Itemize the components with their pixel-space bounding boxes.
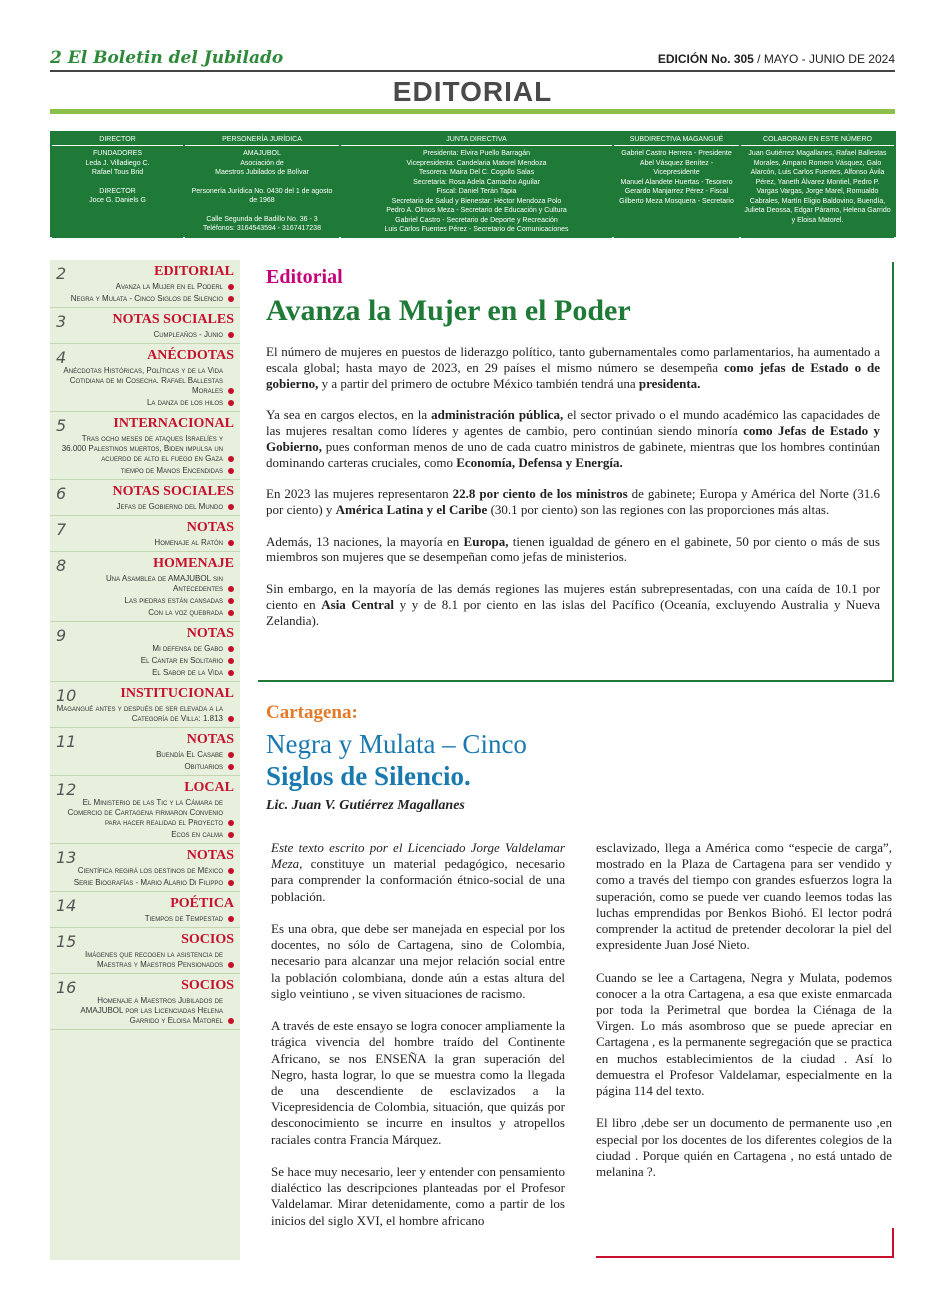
bullet-icon bbox=[228, 764, 234, 770]
toc-entry-title: Una Asamblea de AMAJUBOL sin Antecedentes bbox=[106, 574, 223, 593]
masthead-column bbox=[741, 133, 894, 238]
toc-entry-title: Tras ocho meses de ataques Israelíes y 36.000 Palestinos muertos, Biden impulsa un acuerdo de alto el fuego en Gaza bbox=[61, 434, 223, 463]
edition-date: / MAYO - JUNIO DE 2024 bbox=[753, 52, 895, 66]
toc-page-number: 7 bbox=[56, 520, 67, 539]
editorial-paragraph bbox=[266, 344, 880, 391]
toc-entry-title: Cumpleaños - Junio bbox=[153, 330, 223, 339]
text-run: tienen igualdad de género en el gabinete, 50 por ciento o más de sus miembros son mujeres que se desempeñan como jefas de ministerios. bbox=[266, 533, 880, 565]
toc-section bbox=[50, 308, 240, 344]
masthead-column-header: JUNTA DIRECTIVA bbox=[341, 133, 612, 146]
text-run: (30.1 por ciento) son las regiones con las proporciones más altas. bbox=[487, 501, 830, 517]
toc-entry-title: La danza de los hilos bbox=[146, 398, 223, 407]
toc-category: HOMENAJE bbox=[153, 556, 234, 571]
toc-page-number: 10 bbox=[56, 686, 77, 705]
text-run-bold: América Latina y el Caribe bbox=[335, 501, 488, 517]
masthead-column bbox=[185, 133, 339, 238]
toc-section bbox=[50, 260, 240, 308]
bullet-icon bbox=[228, 388, 234, 394]
masthead-line: Calle Segunda de Badillo No. 36 - 3 bbox=[206, 215, 318, 223]
text-run: de gabinete; Europa y América del Norte (31.6 por ciento) y bbox=[266, 486, 880, 517]
table-of-contents bbox=[50, 260, 240, 1260]
toc-entry bbox=[56, 668, 234, 678]
toc-category: INSTITUCIONAL bbox=[120, 686, 234, 701]
bullet-icon bbox=[228, 456, 234, 462]
article-column-1 bbox=[271, 840, 565, 1245]
spacer bbox=[55, 178, 180, 187]
text-run-bold: administración pública, bbox=[431, 407, 564, 423]
masthead-column-body bbox=[614, 146, 739, 238]
text-run: El número de mujeres en puestos de liderazgo político, tanto gubernamentales como parlamentarios, ha aumentado a escala global; hasta mayo de 2023, en 29 países el mismo número se desempeña bbox=[266, 344, 880, 375]
toc-category: NOTAS bbox=[186, 732, 234, 747]
editorial-paragraph bbox=[266, 534, 880, 566]
publication-title: El Boletin del Jubilado bbox=[67, 48, 284, 68]
editorial-paragraph bbox=[266, 407, 880, 470]
text-run: y y de 8.1 por ciento en las islas del Pacífico (Oceanía, excluyendo Australia y Nueva Zelandia). bbox=[266, 596, 880, 628]
toc-section bbox=[50, 622, 240, 682]
toc-entry bbox=[56, 538, 234, 548]
toc-entry-title: Con la voz quebrada bbox=[148, 608, 223, 617]
article-paragraph: Cuando se lee a Cartagena, Negra y Mulata, podemos conocer a la otra Cartagena, a esa que existe enmarcada por toda la Perimetral que bordea la Ciénaga de la Virgen. Lo más asombroso que se puede apreciar en Cartagena , es la permanente segregación que se practica en muchos establecimientos de la ciudad . Así lo demuestra el Profesor Valdelamar, especialmente en la página 114 del texto. bbox=[596, 969, 892, 1099]
toc-entry-title: Homenaje al Ratón bbox=[154, 538, 223, 547]
toc-entry-title: Mi defensa de Gabo bbox=[152, 644, 223, 653]
masthead-line: Juan Gutiérrez Magallanes, Rafael Ballestas Morales, Amparo Romero Vásquez, Galo Alarcón, Luis Carlos Fuentes, Alfonso Ávila Pérez, Yaneth Álvarez Montiel, Pedro P. Vargas Vargas, Jorge Marel, Romualdo Cabrales, Martín Eligio Baldovino, Buendía, Julieta Deossa, Edgar Páramo, Helena Garrido y Eloisa Matorel. bbox=[744, 150, 891, 224]
toc-page-number: 14 bbox=[56, 896, 77, 915]
masthead-line: Vicepresidenta: Candelaria Matorel Mendoza bbox=[406, 159, 547, 167]
spacer bbox=[188, 178, 336, 187]
toc-category: INTERNACIONAL bbox=[113, 416, 234, 431]
toc-entry-title: tiempo de Manos Encendidas bbox=[120, 466, 223, 475]
editorial-title: Avanza la Mujer en el Poder bbox=[266, 294, 631, 327]
toc-entry-title: Las piedras están cansadas bbox=[124, 596, 223, 605]
toc-entry bbox=[56, 950, 234, 970]
masthead-line: Pedro A. Olmos Meza - Secretario de Educación y Cultura bbox=[386, 207, 567, 214]
toc-section bbox=[50, 974, 240, 1030]
toc-entry-title: Buendía El Casabe bbox=[156, 750, 223, 759]
toc-category: NOTAS SOCIALES bbox=[112, 484, 234, 499]
toc-entry bbox=[56, 914, 234, 924]
bullet-icon bbox=[228, 962, 234, 968]
toc-page-number: 6 bbox=[56, 484, 67, 503]
editorial-body bbox=[266, 344, 880, 644]
masthead-column-header: COLABORAN EN ESTE NÚMERO bbox=[741, 133, 894, 146]
text-run-bold: como Jefas de Estado y Gobierno, bbox=[266, 422, 880, 454]
article-kicker: Cartagena: bbox=[266, 702, 358, 723]
toc-entry bbox=[56, 644, 234, 654]
masthead-line: Abel Vásquez Benítez - Vicepresidente bbox=[639, 159, 714, 176]
text-run-bold: Economía, Defensa y Energía. bbox=[456, 454, 623, 470]
bullet-icon bbox=[228, 332, 234, 338]
toc-entry bbox=[56, 574, 234, 594]
text-run-italic: Este texto escrito por el Licenciado Jorge Valdelamar Meza, bbox=[271, 840, 565, 872]
masthead-line: Luis Carlos Fuentes Pérez - Secretario de Comunicaciones bbox=[384, 226, 569, 233]
masthead-column bbox=[341, 133, 612, 238]
bullet-icon bbox=[228, 504, 234, 510]
toc-entry bbox=[56, 502, 234, 512]
bullet-icon bbox=[228, 832, 234, 838]
toc-page-number: 5 bbox=[56, 416, 67, 435]
article-paragraph: esclavizado, llega a América como “especie de carga”, mostrado en la Plaza de Cartagena para ser vendido y como a través del tiempo con grandes esfuerzos logra la superación, como se puede ver cuando leemos todas las luchas emprendidas por Benkos Biohó. El lector podrá comprender la actitud de pretender decolorar la piel del expresidente Juan José Nieto. bbox=[596, 840, 892, 953]
toc-page-number: 8 bbox=[56, 556, 67, 575]
toc-entry bbox=[56, 704, 234, 724]
bullet-icon bbox=[228, 646, 234, 652]
masthead-line: Teléfonos: 3164543594 - 3167417238 bbox=[203, 225, 321, 232]
toc-section bbox=[50, 412, 240, 480]
toc-section bbox=[50, 892, 240, 928]
toc-entry-title: Imágenes que recogen la asistencia de Maestras y Maestros Pensionados bbox=[84, 950, 223, 969]
masthead-column bbox=[614, 133, 739, 238]
article-author: Lic. Juan V. Gutiérrez Magallanes bbox=[266, 798, 465, 813]
toc-entry bbox=[56, 878, 234, 888]
toc-entry bbox=[56, 434, 234, 464]
toc-category: POÉTICA bbox=[170, 896, 234, 911]
text-run-bold: Asia Central bbox=[321, 596, 395, 612]
toc-section bbox=[50, 776, 240, 844]
masthead-line: Maestros Jubilados de Bolívar bbox=[215, 169, 309, 176]
toc-page-number: 2 bbox=[56, 264, 67, 283]
text-run-bold: como jefas de Estado o de gobierno, bbox=[266, 359, 880, 391]
edition-number: EDICIÓN No. 305 bbox=[657, 52, 754, 66]
page-number: 2 bbox=[50, 48, 62, 68]
toc-entry-title: Jefas de Gobierno del Mundo bbox=[116, 502, 223, 511]
toc-entry-title: Serie Biografías - Mario Alario Di Filippo bbox=[73, 878, 223, 887]
edition-info bbox=[658, 52, 895, 66]
masthead-line: Secretaria: Rosa Adela Camacho Aguilar bbox=[413, 178, 540, 186]
text-run: pues conforman menos de uno de cada cuatro ministros de gabinete, mientras que los hombres continúan dominando carteras cruciales, como bbox=[266, 438, 880, 470]
toc-entry bbox=[56, 762, 234, 772]
text-run: y a partir del primero de octubre México también tendrá una bbox=[318, 375, 639, 391]
spacer bbox=[188, 206, 336, 215]
article-paragraph bbox=[271, 840, 565, 905]
masthead-line: AMAJUBOL bbox=[243, 150, 281, 157]
toc-page-number: 16 bbox=[56, 978, 77, 997]
toc-entry bbox=[56, 608, 234, 618]
toc-section bbox=[50, 480, 240, 516]
toc-section bbox=[50, 516, 240, 552]
masthead-column-body bbox=[741, 146, 894, 238]
bullet-icon bbox=[228, 468, 234, 474]
bullet-icon bbox=[228, 586, 234, 592]
masthead-line: Gerardo Manjarrez Pérez - Fiscal bbox=[624, 188, 729, 195]
header-rule bbox=[50, 70, 895, 72]
toc-category: SOCIOS bbox=[181, 932, 234, 947]
masthead-line: Gabriel Castro - Secretario de Deporte y Recreación bbox=[395, 216, 558, 224]
bullet-icon bbox=[228, 716, 234, 722]
toc-entry-title: Magangué antes y después de ser elevada a la Categoría de Villa: 1.813 bbox=[56, 704, 223, 723]
bullet-icon bbox=[228, 400, 234, 406]
toc-category: SOCIOS bbox=[181, 978, 234, 993]
article-paragraph: A través de este ensayo se logra conocer ampliamente la trágica vivencia del hombre traído del Continente Africano, se nos ENSEÑA la gran superación del Negro, hasta lograr, lo que se muestra como la llegada de una descendiente de esclavizados a la Vicepresidencia de Colombia, situación, que quizás por desconocimiento se incurre en insultos y atropellos raciales contra Francia Márquez. bbox=[271, 1018, 565, 1147]
toc-page-number: 11 bbox=[56, 732, 77, 751]
bullet-icon bbox=[228, 820, 234, 826]
text-run: el sector privado o el mundo académico las capacidades de las mujeres resaltan como líderes y agentes de cambio, pero continúan siendo minoría bbox=[266, 407, 880, 438]
toc-entry-title: Obituarios bbox=[184, 762, 223, 771]
bullet-icon bbox=[228, 670, 234, 676]
masthead-line: Asociación de bbox=[240, 159, 284, 167]
masthead-line: Fiscal: Daniel Terán Tapia bbox=[436, 188, 517, 195]
masthead-table bbox=[50, 131, 896, 237]
editorial-paragraph bbox=[266, 581, 880, 628]
masthead-line: Manuel Alandete Huertas - Tesorero bbox=[620, 178, 733, 186]
toc-entry-title: El Sabor de la Vida bbox=[152, 668, 223, 677]
bullet-icon bbox=[228, 868, 234, 874]
toc-entry-title: Ecos en calma bbox=[171, 830, 223, 839]
toc-entry bbox=[56, 798, 234, 828]
bullet-icon bbox=[228, 610, 234, 616]
toc-category: ANÉCDOTAS bbox=[147, 348, 234, 363]
bullet-icon bbox=[228, 598, 234, 604]
editorial-paragraph bbox=[266, 486, 880, 518]
masthead-column-body bbox=[52, 146, 183, 238]
masthead-column-header: PERSONERÍA JURÍDICA bbox=[185, 133, 339, 146]
toc-category: LOCAL bbox=[184, 780, 234, 795]
toc-category: EDITORIAL bbox=[154, 264, 234, 279]
masthead-line: Tesorera: Maira Del C. Cogollo Salas bbox=[418, 169, 535, 176]
toc-category: NOTAS bbox=[186, 626, 234, 641]
masthead-line: FUNDADORES bbox=[92, 150, 142, 157]
text-run: Sin embargo, en la mayoría de las demás regiones las mujeres están subrepresentadas, con una caída de 10.1 por ciento en bbox=[266, 580, 880, 612]
toc-entry-title: El Ministerio de las Tic y la Cámara de Comercio de Cartagena firmaron Convenio para hacer realidad el Proyecto bbox=[67, 798, 223, 827]
bullet-icon bbox=[228, 284, 234, 290]
article-end-rule bbox=[596, 1256, 894, 1258]
bullet-icon bbox=[228, 880, 234, 886]
masthead-line: Rafael Tous Brid bbox=[91, 169, 144, 176]
toc-section bbox=[50, 844, 240, 892]
toc-entry bbox=[56, 282, 234, 292]
masthead-column bbox=[52, 133, 183, 238]
masthead-line: Joce G. Daniels G bbox=[89, 197, 146, 204]
toc-section bbox=[50, 344, 240, 412]
bullet-icon bbox=[228, 752, 234, 758]
publication-name bbox=[50, 48, 283, 68]
section-title: EDITORIAL bbox=[392, 76, 553, 107]
toc-entry-title: Avanza la Mujer en el Poderl bbox=[115, 282, 223, 291]
text-run-bold: presidenta. bbox=[638, 375, 701, 391]
toc-entry-title: Científica regirá los destinos de México bbox=[77, 866, 223, 875]
toc-entry-title: Tiempos de Tempestad bbox=[144, 914, 223, 923]
article-paragraph: Se hace muy necesario, leer y entender con pensamiento dialéctico las descripciones planteadas por el Profesor Valdelamar. Mirar detenidamente, como a partir de los inicios del siglo XVI, el hombre africano bbox=[271, 1164, 565, 1228]
toc-entry-title: Negra y Mulata - Cinco Siglos de Silencio bbox=[70, 294, 223, 303]
text-run: En 2023 las mujeres representaron bbox=[266, 486, 453, 502]
text-run: Además, 13 naciones, la mayoría en bbox=[266, 533, 464, 549]
toc-section bbox=[50, 728, 240, 776]
bullet-icon bbox=[228, 1018, 234, 1024]
toc-page-number: 4 bbox=[56, 348, 67, 367]
text-run-bold: Europa, bbox=[463, 533, 509, 549]
masthead-column-body bbox=[185, 146, 339, 238]
article-title-line-1: Negra y Mulata – Cinco bbox=[266, 729, 527, 759]
text-run: constituye un material pedagógico, necesario para comprender la conformación étnico-social de una población. bbox=[271, 856, 565, 904]
toc-entry bbox=[56, 294, 234, 304]
toc-entry bbox=[56, 750, 234, 760]
toc-category: NOTAS bbox=[186, 520, 234, 535]
toc-entry-title: Homenaje a Maestros Jubilados de AMAJUBOL por las Licenciadas Helena Garrido y Eloisa Matorel bbox=[80, 996, 223, 1025]
toc-page-number: 9 bbox=[56, 626, 67, 645]
toc-page-number: 3 bbox=[56, 312, 67, 331]
toc-entry bbox=[56, 596, 234, 606]
bullet-icon bbox=[228, 916, 234, 922]
toc-section bbox=[50, 682, 240, 728]
editorial-kicker: Editorial bbox=[266, 266, 343, 288]
toc-entry bbox=[56, 366, 234, 396]
toc-entry bbox=[56, 330, 234, 340]
toc-entry bbox=[56, 830, 234, 840]
section-divider bbox=[50, 109, 895, 114]
bullet-icon bbox=[228, 658, 234, 664]
toc-page-number: 12 bbox=[56, 780, 77, 799]
masthead-column-header: DIRECTOR bbox=[52, 133, 183, 146]
toc-entry-title: Anécdotas Históricas, Políticas y de la Vida Cotidiana de mi Cosecha. Rafael Ballestas Morales bbox=[63, 366, 223, 395]
masthead-line: Leda J. Villadiego C. bbox=[85, 159, 150, 167]
article-column-2 bbox=[596, 840, 892, 1196]
masthead-column-header: SUBDIRECTIVA MAGANGUÉ bbox=[614, 133, 739, 146]
bullet-icon bbox=[228, 296, 234, 302]
text-run: Ya sea en cargos electos, en la bbox=[266, 407, 432, 423]
toc-section bbox=[50, 928, 240, 974]
article-end-rule-vertical bbox=[892, 1228, 894, 1258]
article-paragraph: Es una obra, que debe ser manejada en especial por los docentes, no sólo de Cartagena, sino de Colombia, necesario para alcanzar una mejor relación social entre la población colombiana, donde aún a estas altura del siglo veintiuno , se viven situaciones de racismo. bbox=[271, 921, 565, 1001]
masthead-line: Gilberto Meza Mosquera - Secretario bbox=[619, 197, 734, 205]
masthead-line: Gabriel Castro Herrera - Presidente bbox=[621, 150, 732, 157]
text-run-bold: 22.8 por ciento de los ministros bbox=[452, 486, 628, 502]
toc-section bbox=[50, 552, 240, 622]
article-paragraph: El libro ,debe ser un documento de permanente uso ,en especial por los docentes de los diferentes colegios de la ciudad . Porque quién en Cartagena , no está untado de melanina ?. bbox=[596, 1115, 892, 1180]
toc-page-number: 13 bbox=[56, 848, 77, 867]
toc-entry bbox=[56, 398, 234, 408]
masthead-line: Personería Jurídica No. 0430 del 1 de agosto de 1968 bbox=[191, 187, 333, 204]
bullet-icon bbox=[228, 540, 234, 546]
article-title-line-2: Siglos de Silencio. bbox=[266, 761, 471, 791]
toc-category: NOTAS SOCIALES bbox=[112, 312, 234, 327]
masthead-column-body bbox=[341, 146, 612, 238]
toc-category: NOTAS bbox=[186, 848, 234, 863]
masthead-line: DIRECTOR bbox=[99, 187, 136, 195]
toc-page-number: 15 bbox=[56, 932, 77, 951]
toc-entry-title: El Cantar en Solitario bbox=[140, 656, 223, 665]
masthead-line: Presidenta: Elvira Puello Barragán bbox=[422, 150, 530, 157]
toc-entry bbox=[56, 996, 234, 1026]
toc-entry bbox=[56, 466, 234, 476]
toc-entry bbox=[56, 866, 234, 876]
toc-entry bbox=[56, 656, 234, 666]
masthead-line: Secretario de Salud y Bienestar: Héctor Mendoza Polo bbox=[391, 197, 562, 205]
